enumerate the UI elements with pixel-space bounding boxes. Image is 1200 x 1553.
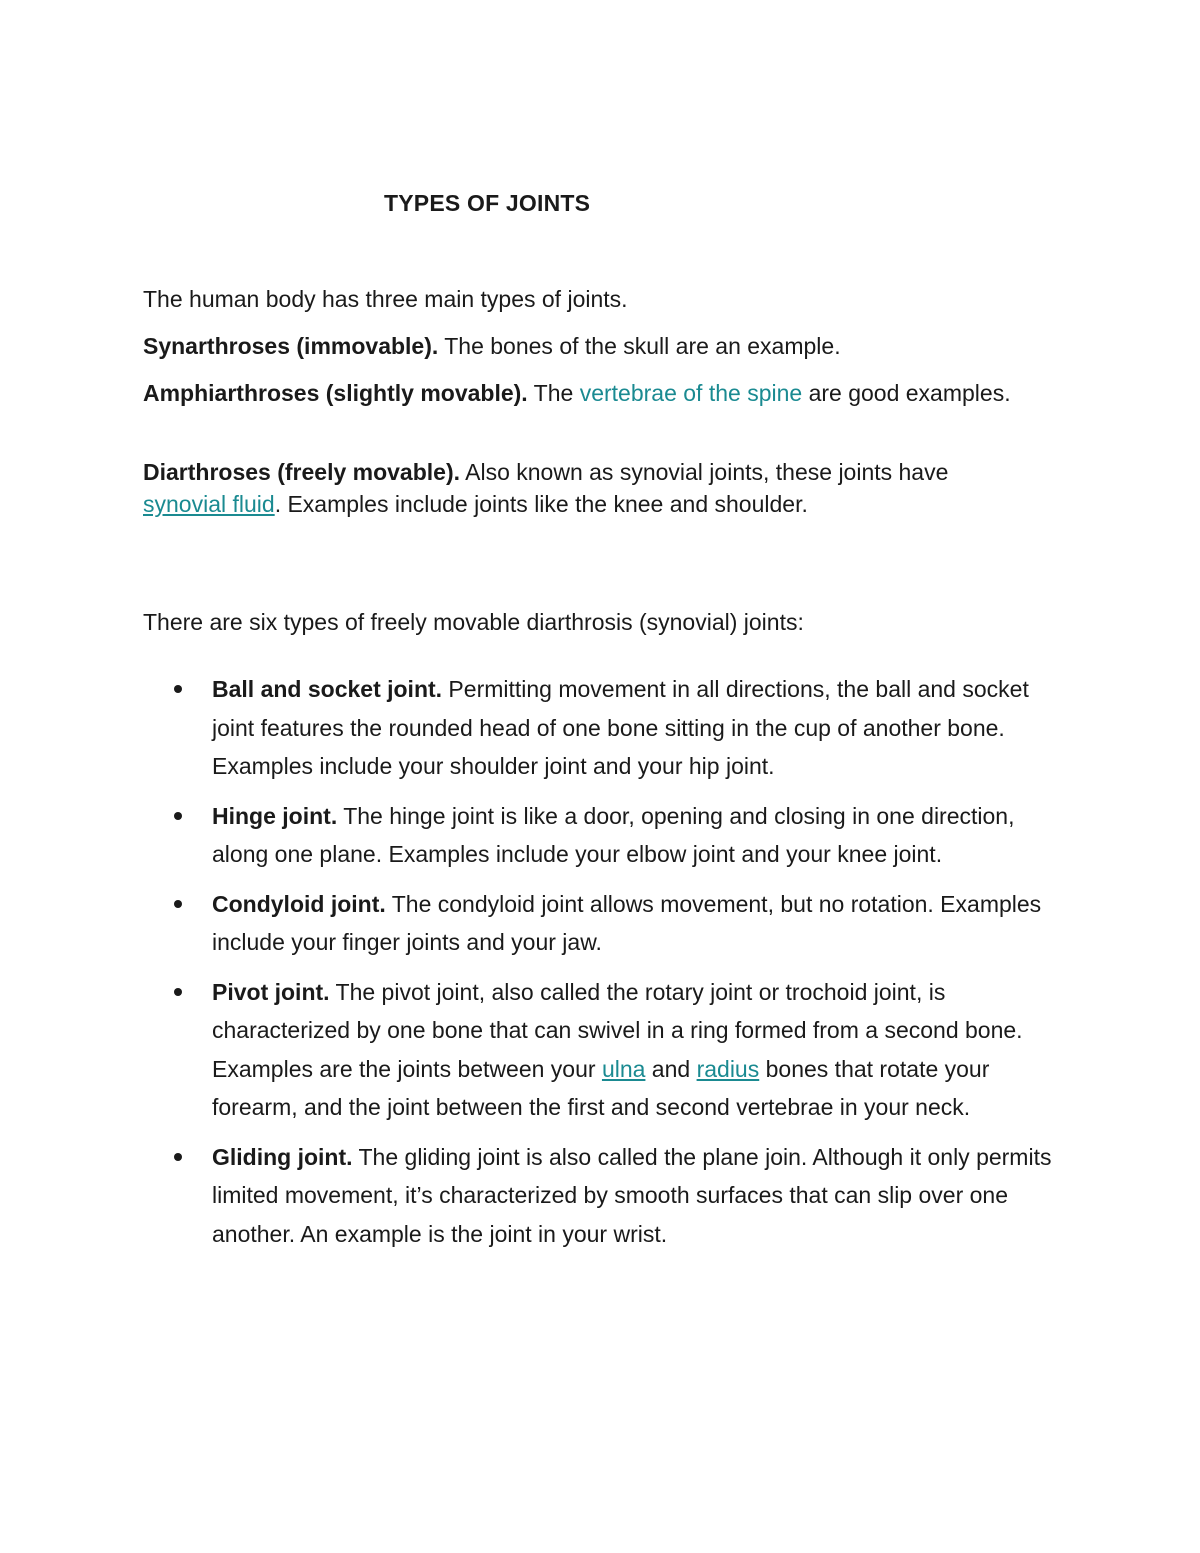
bullet-icon bbox=[174, 812, 182, 820]
list-item-hinge bbox=[143, 797, 1073, 874]
bullet-icon bbox=[174, 1153, 182, 1161]
list-item-condyloid bbox=[143, 885, 1073, 962]
condyloid-text: The condyloid joint allows movement, but no rotation. Examples include your finger joints and your jaw. bbox=[212, 890, 1042, 955]
ulna-link[interactable]: ulna bbox=[601, 1055, 646, 1082]
amphiarthroses-paragraph bbox=[143, 377, 1023, 409]
pivot-text-after: bones that rotate your forearm, and the joint between the first and second vertebrae in your neck. bbox=[212, 1055, 990, 1120]
amphiarthroses-term: Amphiarthroses (slightly movable). bbox=[143, 380, 528, 406]
ball-socket-term: Ball and socket joint. bbox=[212, 676, 443, 702]
list-item-pivot bbox=[143, 973, 1073, 1127]
vertebrae-highlight: vertebrae of the spine bbox=[579, 380, 803, 406]
pivot-term: Pivot joint. bbox=[212, 978, 330, 1005]
gliding-text: The gliding joint is also called the plane join. Although it only permits limited movement, it’s characterized by smooth surfaces that can slip over one another. An example is the joint in your wrist. bbox=[212, 1143, 1052, 1247]
amphiarthroses-text-before: The bbox=[527, 380, 580, 406]
list-item-ball-and-socket bbox=[143, 670, 1073, 786]
condyloid-term: Condyloid joint. bbox=[212, 890, 386, 917]
page-title: TYPES OF JOINTS bbox=[384, 190, 591, 216]
bullet-icon bbox=[174, 900, 182, 908]
joint-types-list bbox=[143, 670, 1073, 1264]
synarthroses-paragraph bbox=[143, 330, 1023, 362]
bullet-icon bbox=[174, 685, 182, 693]
list-item-gliding bbox=[143, 1138, 1073, 1254]
hinge-text: The hinge joint is like a door, opening and closing in one direction, along one plane. Examples include your elbow joint and your knee joint. bbox=[212, 802, 1015, 867]
ball-socket-text: Permitting movement in all directions, the ball and socket joint features the rounded head of one bone sitting in the cup of another bone. Examples include your shoulder joint and your hip joint. bbox=[212, 676, 1029, 779]
diarthroses-text-before: Also known as synovial joints, these joints have bbox=[460, 459, 949, 485]
synarthroses-term: Synarthroses (immovable). bbox=[143, 333, 439, 359]
radius-link[interactable]: radius bbox=[696, 1055, 760, 1082]
diarthroses-paragraph bbox=[143, 456, 1023, 520]
six-types-intro: There are six types of freely movable diarthrosis (synovial) joints: bbox=[143, 609, 804, 635]
amphiarthroses-text-after: are good examples. bbox=[802, 380, 1011, 406]
synarthroses-text: The bones of the skull are an example. bbox=[438, 333, 841, 359]
diarthroses-term: Diarthroses (freely movable). bbox=[143, 459, 461, 485]
pivot-text-middle: and bbox=[645, 1055, 697, 1082]
intro-paragraph: The human body has three main types of joints. bbox=[143, 286, 628, 312]
bullet-icon bbox=[174, 988, 182, 996]
gliding-term: Gliding joint. bbox=[212, 1143, 353, 1170]
synovial-fluid-link[interactable]: synovial fluid bbox=[143, 491, 275, 517]
hinge-term: Hinge joint. bbox=[212, 802, 338, 829]
diarthroses-text-after: . Examples include joints like the knee and shoulder. bbox=[274, 491, 808, 517]
pivot-text-before: The pivot joint, also called the rotary joint or trochoid joint, is characterized by one bone that can swivel in a ring formed from a second bone. Examples are the joints between your bbox=[212, 978, 1023, 1082]
